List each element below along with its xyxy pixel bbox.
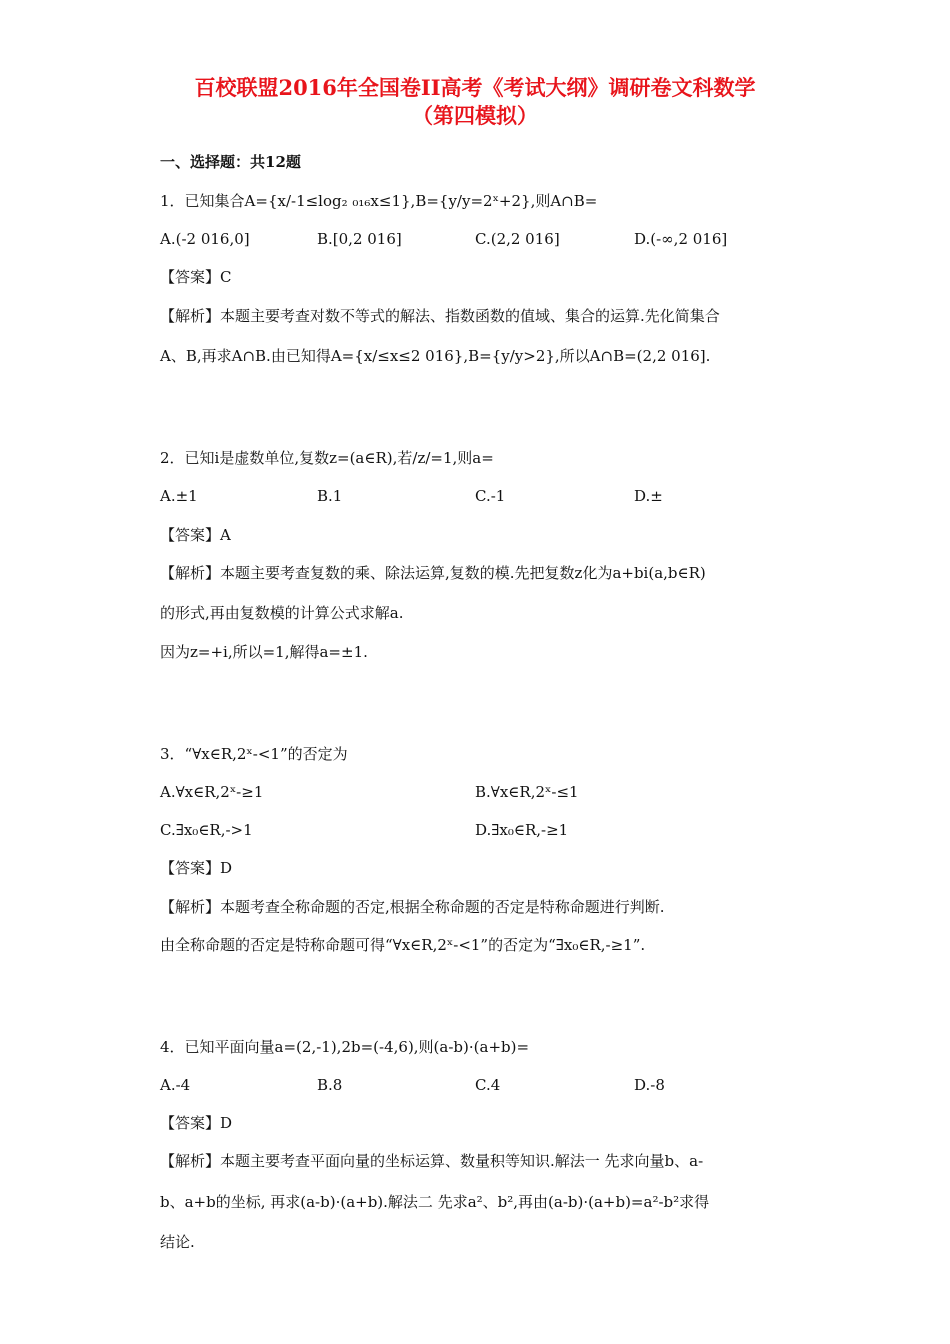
question-1-analysis-line: A、B,再求A∩B.由已知得A={x/≤x≤2 016},B={y/y>2},所以A∩B=(2,2 016].: [160, 347, 711, 365]
question-2-stem: 2．已知i是虚数单位,复数z=(a∈R),若/z/=1,则a=: [160, 449, 494, 467]
question-4-stem: 4．已知平面向量a=(2,-1),2b=(-4,6),则(a-b)·(a+b)=: [160, 1038, 530, 1056]
question-4-analysis-line: 【解析】本题主要考查平面向量的坐标运算、数量积等知识.解法一 先求向量b、a-: [160, 1152, 704, 1170]
question-1-option-c: C.(2,2 016]: [475, 230, 560, 248]
question-1-option-b: B.[0,2 016]: [317, 230, 402, 248]
question-1-option-d: D.(-∞,2 016]: [634, 230, 728, 248]
question-1-answer: 【答案】C: [160, 268, 232, 286]
question-3-analysis-line: 【解析】本题考查全称命题的否定,根据全称命题的否定是特称命题进行判断.: [160, 898, 665, 916]
question-1-option-a: A.(-2 016,0]: [160, 230, 250, 248]
question-3-option-c: C.∃x₀∈R,->1: [160, 821, 253, 839]
question-2-analysis-line: 【解析】本题主要考查复数的乘、除法运算,复数的模.先把复数z化为a+bi(a,b∈R): [160, 564, 706, 582]
question-4-option-a: A.-4: [160, 1076, 191, 1094]
question-4-option-c: C.4: [475, 1076, 501, 1094]
question-4-option-d: D.-8: [634, 1076, 665, 1094]
question-2-analysis-line: 的形式,再由复数模的计算公式求解a.: [160, 604, 404, 622]
question-2-answer: 【答案】A: [160, 526, 231, 544]
question-4-analysis-line: b、a+b的坐标, 再求(a-b)·(a+b).解法二 先求a²、b²,再由(a-b)·(a+b)=a²-b²求得: [160, 1193, 710, 1211]
question-4-analysis-line: 结论.: [160, 1233, 195, 1251]
question-3-analysis-line: 由全称命题的否定是特称命题可得“∀x∈R,2ˣ-<1”的否定为“∃x₀∈R,-≥1”.: [160, 936, 646, 954]
question-1-stem: 1．已知集合A={x/-1≤log₂ ₀₁₆x≤1},B={y/y=2ˣ+2},则A∩B=: [160, 192, 598, 210]
section-heading: 一、选择题：共12题: [160, 153, 301, 171]
question-4-answer: 【答案】D: [160, 1114, 233, 1132]
question-1-analysis-line: 【解析】本题主要考查对数不等式的解法、指数函数的值域、集合的运算.先化简集合: [160, 307, 720, 325]
question-3-option-d: D.∃x₀∈R,-≥1: [475, 821, 569, 839]
document-subtitle: （第四模拟）: [412, 103, 538, 128]
question-4-option-b: B.8: [317, 1076, 343, 1094]
question-3-stem: 3．“∀x∈R,2ˣ-<1”的否定为: [160, 745, 348, 763]
question-2-option-a: A.±1: [160, 487, 198, 505]
document-title: 百校联盟2016年全国卷II高考《考试大纲》调研卷文科数学: [194, 75, 756, 100]
question-3-option-b: B.∀x∈R,2ˣ-≤1: [475, 783, 579, 801]
question-2-option-b: B.1: [317, 487, 343, 505]
question-2-analysis-line: 因为z=+i,所以=1,解得a=±1.: [160, 643, 368, 661]
question-3-option-a: A.∀x∈R,2ˣ-≥1: [160, 783, 264, 801]
question-3-answer: 【答案】D: [160, 859, 233, 877]
question-2-option-d: D.±: [634, 487, 663, 505]
question-2-option-c: C.-1: [475, 487, 506, 505]
